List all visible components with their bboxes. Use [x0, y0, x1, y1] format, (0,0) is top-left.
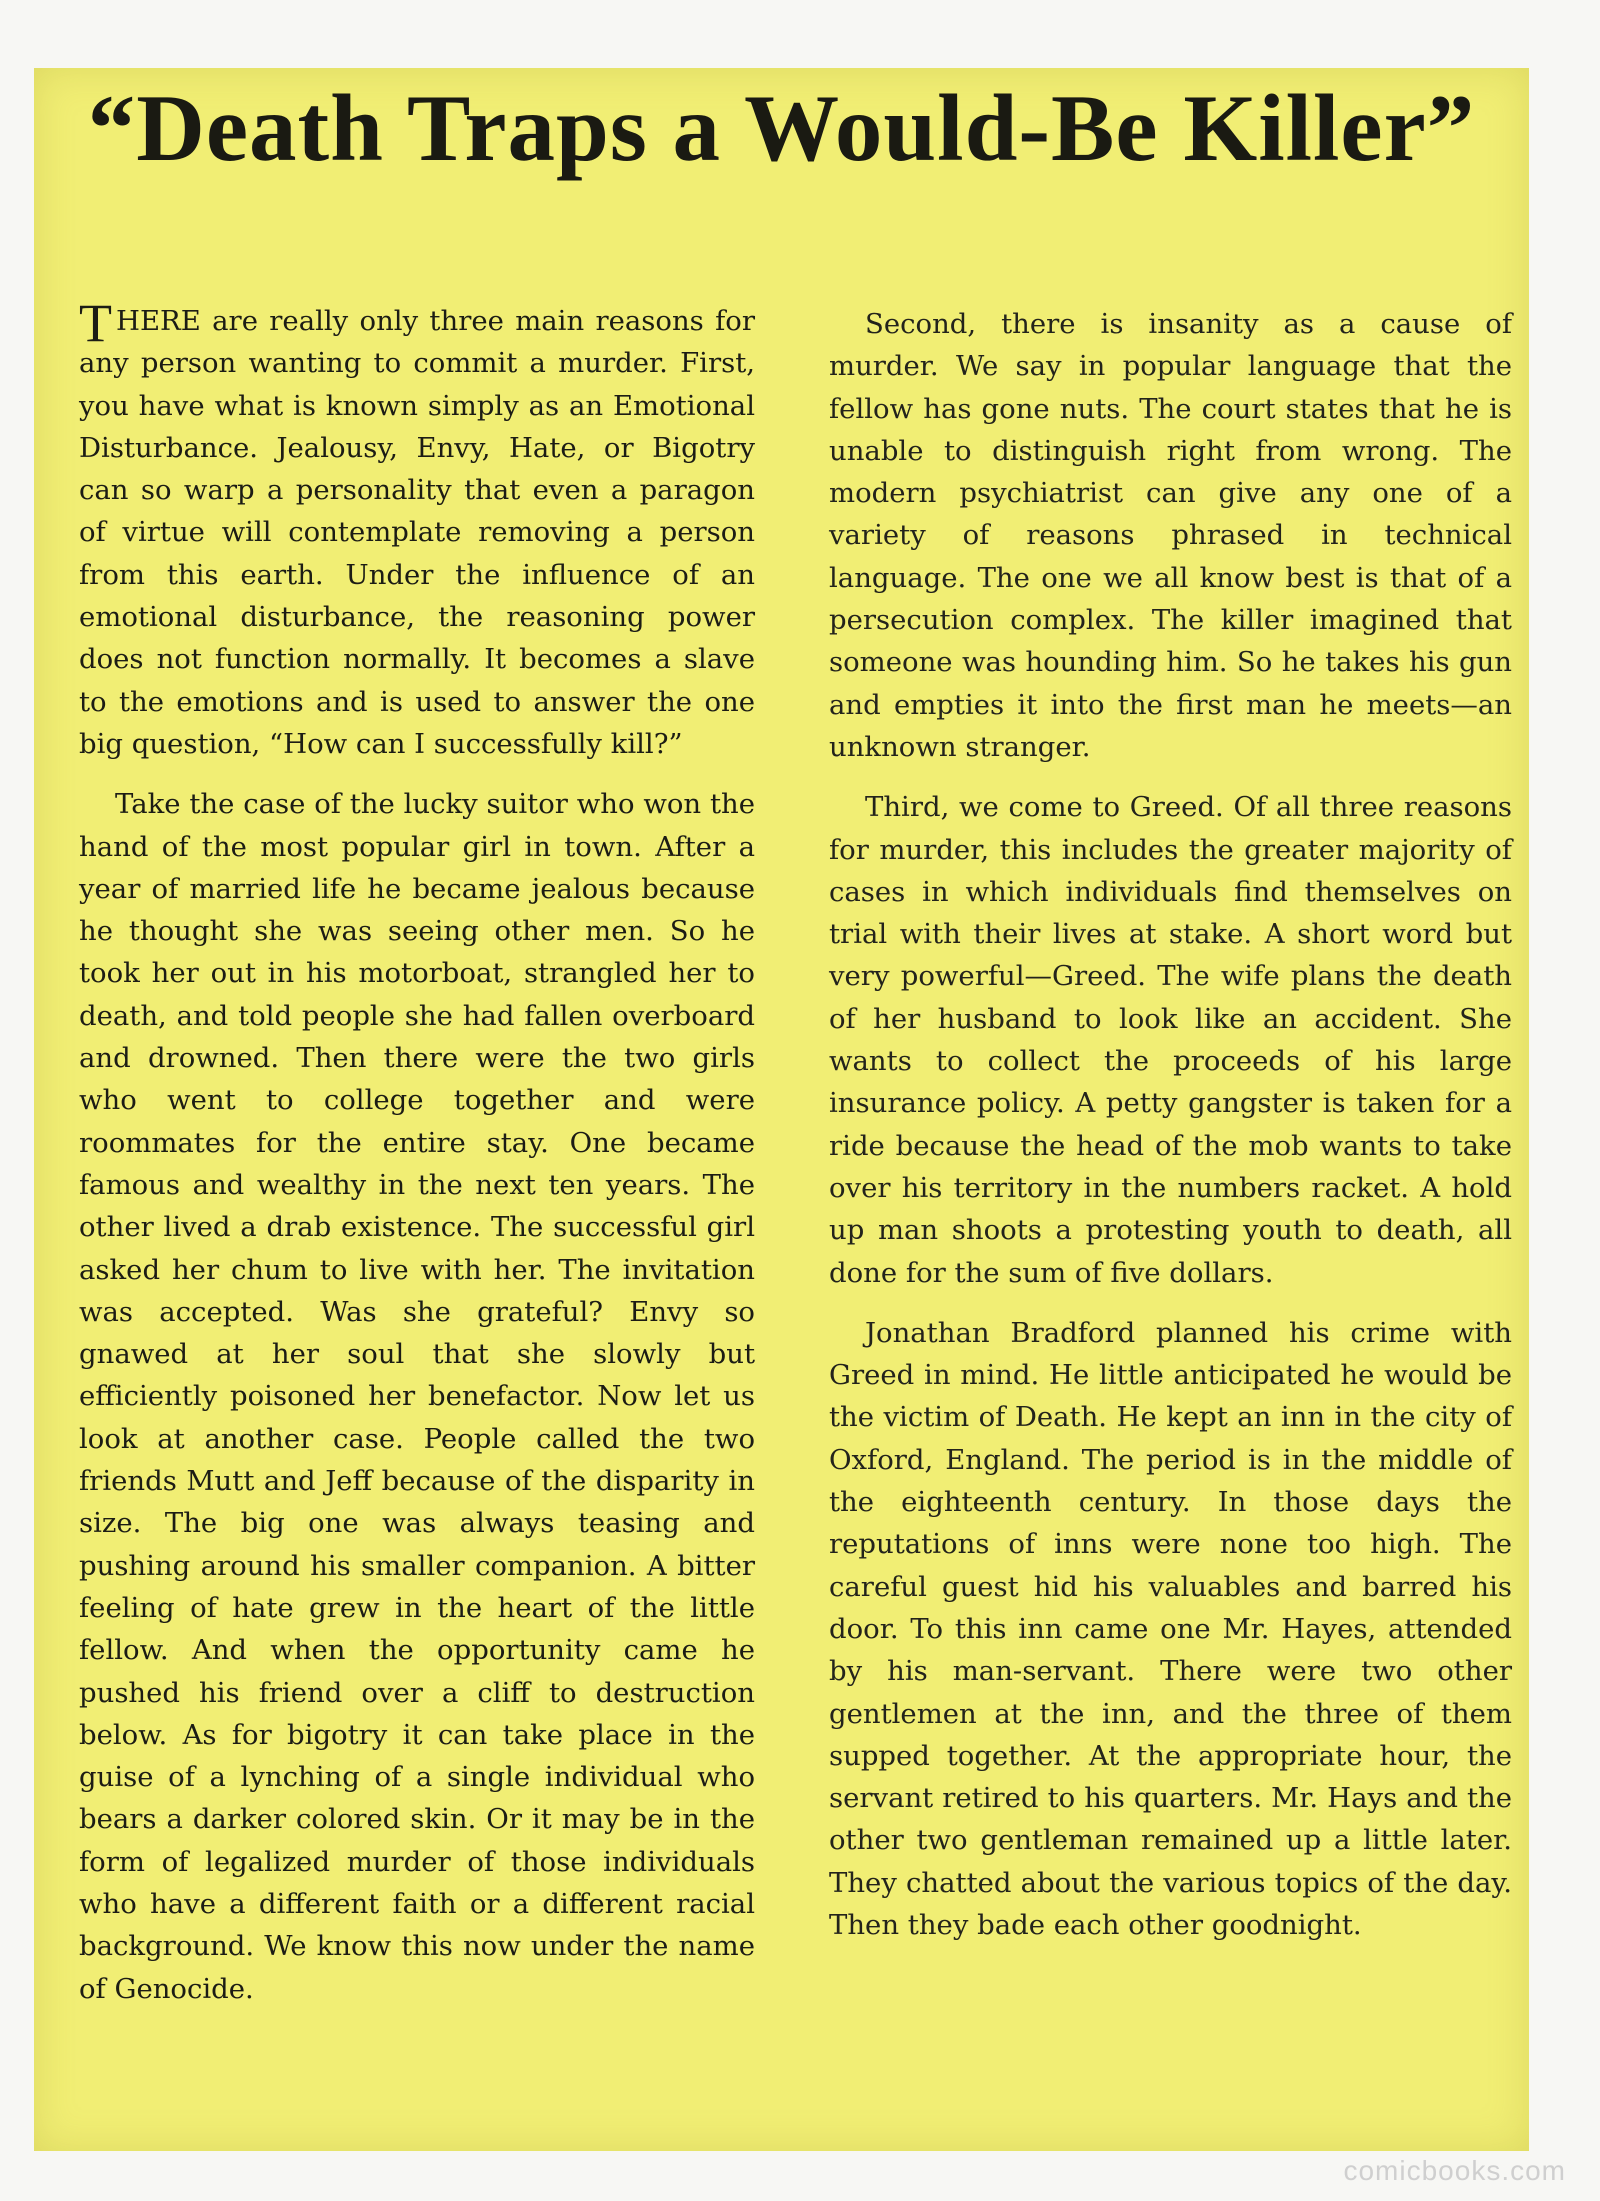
paragraph-intro-text: HERE are really only three main reasons for any person wanting to commit a murder. First, you have what is known simply as an Emotional Disturbance. Jealousy, Envy, Hate, or Bigotry can so warp a personality that even a paragon of virtue will contemplate removing a person from this earth. Under the influence of an emotional disturbance, the reasoning power does not function normally. It becomes a slave to the emotions and is used to answer the one big question, “How can I successfully kill?” — [79, 305, 755, 760]
left-column — [79, 293, 755, 2028]
paragraph-insanity: Second, there is insanity as a cause of murder. We say in popular language that the fellow has gone nuts. The court states that he is unable to distinguish right from wrong. The modern psychiatrist can give any one of a variety of reasons phrased in technical language. The one we all know best is that of a persecution complex. The killer imagined that someone was hounding him. So he takes his gun and empties it into the first man he meets—an unknown stranger. — [829, 308, 1512, 763]
drop-cap: T — [79, 293, 112, 353]
site-watermark: comicbooks.com — [1343, 2155, 1566, 2186]
paragraph-greed: Third, we come to Greed. Of all three reasons for murder, this includes the greater majority of cases in which individuals find themselves on trial with their lives at stake. A short word but very powerful—Greed. The wife plans the death of her husband to look like an accident. She wants to collect the proceeds of his large insurance policy. A petty gangster is taken for a ride because the head of the mob wants to take over his territory in the numbers racket. A hold up man shoots a protesting youth to death, all done for the sum of five dollars. — [829, 791, 1512, 1289]
article-title: “Death Traps a Would-Be Killer” — [87, 75, 1476, 181]
right-column — [829, 303, 1512, 1964]
article-page — [34, 68, 1529, 2151]
paragraph-bradford: Jonathan Bradford planned his crime with Greed in mind. He little anticipated he would be the victim of Death. He kept an inn in the city of Oxford, England. The period is in the middle of the eighteenth century. In those days the reputations of inns were none too high. The careful guest hid his valuables and barred his door. To this inn came one Mr. Hayes, attended by his man-servant. There were two other gentlemen at the inn, and the three of them supped together. At the appropriate hour, the servant retired to his quarters. Mr. Hays and the other two gentleman remained up a little later. They chatted about the various topics of the day. Then they bade each other goodnight. — [829, 1316, 1512, 1941]
paragraph-examples: Take the case of the lucky suitor who won the hand of the most popular girl in town. After a year of married life he became jealous because he thought she was seeing other men. So he took her out in his motorboat, strangled her to death, and told people she had fallen overboard and drowned. Then there were the two girls who went to college together and were roommates for the entire stay. One became famous and wealthy in the next ten years. The other lived a drab existence. The successful girl asked her chum to live with her. The invitation was accepted. Was she grateful? Envy so gnawed at her soul that she slowly but efficiently poisoned her benefactor. Now let us look at another case. People called the two friends Mutt and Jeff because of the disparity in size. The big one was always teasing and pushing around his smaller companion. A bitter feeling of hate grew in the heart of the little fellow. And when the opportunity came he pushed his friend over a cliff to destruction below. As for bigotry it can take place in the guise of a lynching of a single individual who bears a darker colored skin. Or it may be in the form of legalized murder of those individuals who have a different faith or a different racial background. We know this now under the name of Genocide. — [79, 788, 755, 2005]
paragraph-intro — [79, 293, 755, 765]
